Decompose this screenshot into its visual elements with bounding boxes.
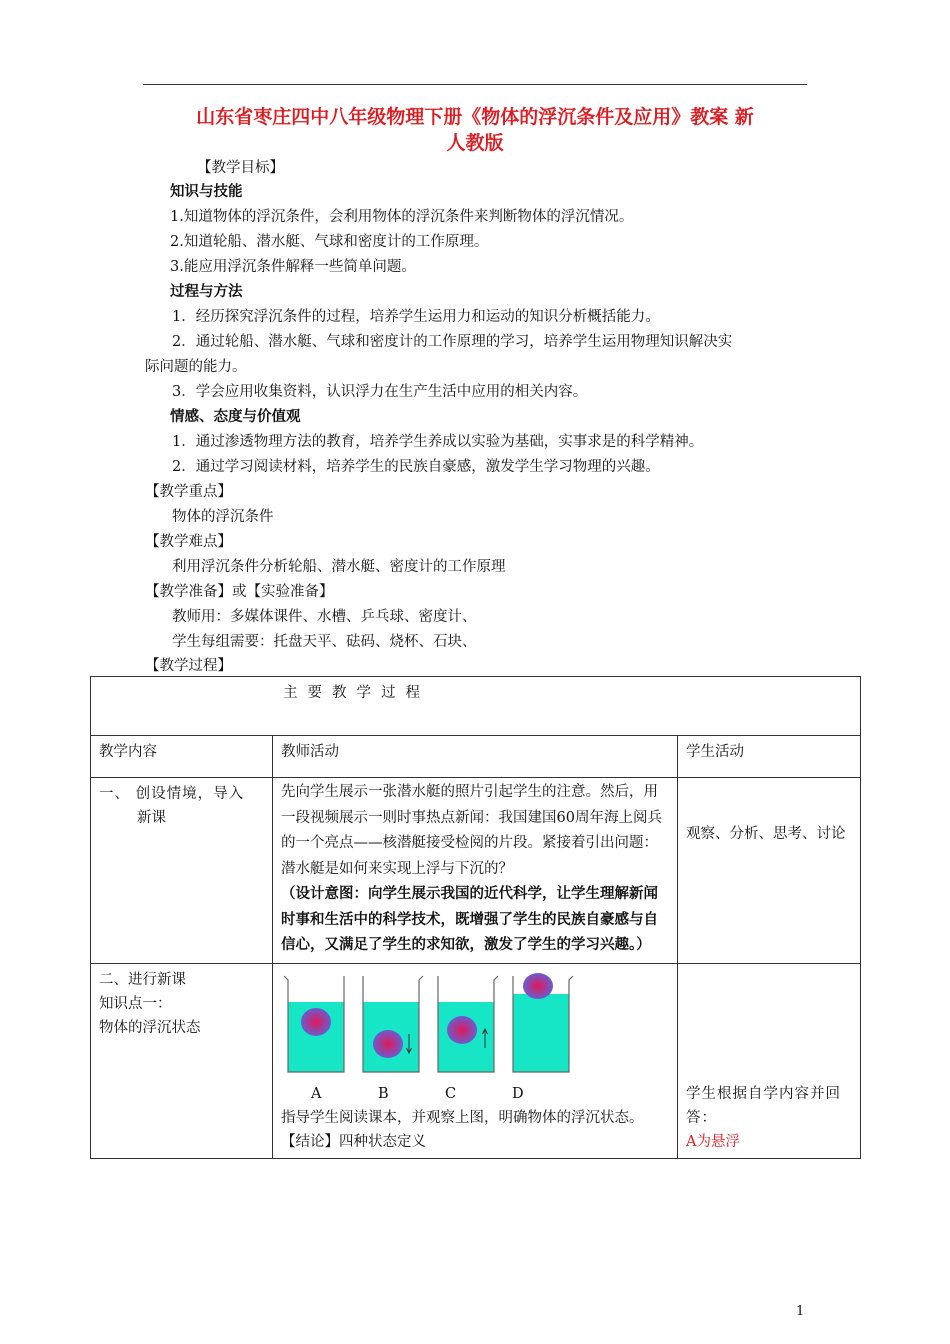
row2-student-answer: A为悬浮 xyxy=(686,1133,740,1150)
difficulty-heading: 【教学难点】 xyxy=(145,534,232,550)
figure-label-a: A xyxy=(311,1085,322,1102)
emotion-heading: 情感、态度与价值观 xyxy=(170,409,301,425)
ball-c xyxy=(447,1016,477,1044)
row2-teacher xyxy=(273,963,678,1158)
ball-b xyxy=(373,1030,403,1058)
emotion-item-2: 2．通过学习阅读材料，培养学生的民族自豪感，激发学生学习物理的兴趣。 xyxy=(172,459,660,475)
col-header-student: 学生活动 xyxy=(678,736,861,778)
col-header-teacher: 教师活动 xyxy=(273,736,678,778)
figure-label-d: D xyxy=(512,1085,524,1102)
row2-student-text: 学生根据自学内容并回答： xyxy=(686,1085,841,1126)
row2-content-line3: 物体的浮沉状态 xyxy=(99,1019,201,1036)
process-item-3: 3．学会应用收集资料，认识浮力在生产生活中应用的相关内容。 xyxy=(172,384,588,400)
teaching-process-table xyxy=(90,676,861,1159)
process-item-2-cont: 际问题的能力。 xyxy=(145,359,247,375)
table-row xyxy=(91,963,861,1158)
process-method-heading: 过程与方法 xyxy=(170,284,243,300)
table-row xyxy=(91,778,861,964)
process-item-1: 1．经历探究浮沉条件的过程，培养学生运用力和运动的知识分析概括能力。 xyxy=(172,309,660,325)
ball-d xyxy=(523,973,553,999)
preparation-heading: 【教学准备】或【实验准备】 xyxy=(145,584,334,600)
beaker-a xyxy=(284,976,344,1072)
figure-label-c: C xyxy=(445,1085,457,1102)
ball-a xyxy=(301,1008,331,1036)
row1-content xyxy=(91,778,273,964)
row1-teacher xyxy=(273,778,678,964)
title-line-1: 山东省枣庄四中八年级物理下册《物体的浮沉条件及应用》教案 新 xyxy=(196,106,754,128)
knowledge-heading: 知识与技能 xyxy=(170,184,243,200)
row2-teacher-conclusion: 【结论】四种状态定义 xyxy=(281,1133,426,1150)
key-point-heading: 【教学重点】 xyxy=(145,484,232,500)
beaker-b xyxy=(363,976,423,1072)
row2-student xyxy=(678,963,861,1158)
preparation-teacher: 教师用：多媒体课件、水槽、乒乓球、密度计、 xyxy=(172,609,477,625)
page-number: 1 xyxy=(796,1304,805,1319)
float-states-figure xyxy=(281,972,669,1082)
header-rule xyxy=(143,84,807,85)
row1-teacher-design-intent: （设计意图：向学生展示我国的近代科学，让学生理解新闻时事和生活中的科学技术，既增强了学生的民族自豪感与自信心，又满足了学生的求知欲，激发了学生的学习兴趣。） xyxy=(281,886,658,953)
process-heading: 【教学过程】 xyxy=(145,658,232,674)
objectives-heading: 【教学目标】 xyxy=(197,160,284,176)
key-point-text: 物体的浮沉条件 xyxy=(172,509,274,525)
row2-content xyxy=(91,963,273,1158)
process-item-2: 2．通过轮船、潜水艇、气球和密度计的工作原理的学习，培养学生运用物理知识解决实 xyxy=(172,334,733,350)
row2-content-line2: 知识点一： xyxy=(99,995,172,1012)
difficulty-text: 利用浮沉条件分析轮船、潜水艇、密度计的工作原理 xyxy=(172,559,506,575)
row1-teacher-text: 先向学生展示一张潜水艇的照片引起学生的注意。然后，用一段视频展示一则时事热点新闻：我国建国60周年海上阅兵的一个亮点——核潜艇接受检阅的片段。紧接着引出问题：潜水艇是如何来实现上浮与下沉的？ xyxy=(281,784,662,877)
beaker-d xyxy=(513,973,573,1072)
beaker-c xyxy=(438,976,498,1072)
table-main-header: 主要教学过程 xyxy=(91,677,861,736)
col-header-content: 教学内容 xyxy=(91,736,273,778)
beaker-diagram xyxy=(281,972,581,1082)
row1-student: 观察、分析、思考、讨论 xyxy=(678,778,861,964)
document-title xyxy=(143,104,807,156)
knowledge-item-3: 3.能应用浮沉条件解释一些简单问题。 xyxy=(170,259,416,275)
knowledge-item-2: 2.知道轮船、潜水艇、气球和密度计的工作原理。 xyxy=(170,234,489,250)
emotion-item-1: 1．通过渗透物理方法的教育，培养学生养成以实验为基础，实事求是的科学精神。 xyxy=(172,434,704,450)
table-column-header-row xyxy=(91,736,861,778)
figure-labels xyxy=(311,1082,669,1106)
row2-teacher-text: 指导学生阅读课本，并观察上图，明确物体的浮沉状态。 xyxy=(281,1109,644,1126)
preparation-student: 学生每组需要：托盘天平、砝码、烧杯、石块、 xyxy=(172,634,477,650)
knowledge-item-1: 1.知道物体的浮沉条件，会利用物体的浮沉条件来判断物体的浮沉情况。 xyxy=(170,209,634,225)
row1-content-line1: 一、 创设情境，导入 xyxy=(99,786,245,802)
row2-content-line1: 二、进行新课 xyxy=(99,971,186,988)
row1-content-line2: 新课 xyxy=(137,810,166,826)
figure-label-b: B xyxy=(378,1085,389,1102)
title-line-2: 人教版 xyxy=(446,132,504,154)
table-main-header-row xyxy=(91,677,861,736)
